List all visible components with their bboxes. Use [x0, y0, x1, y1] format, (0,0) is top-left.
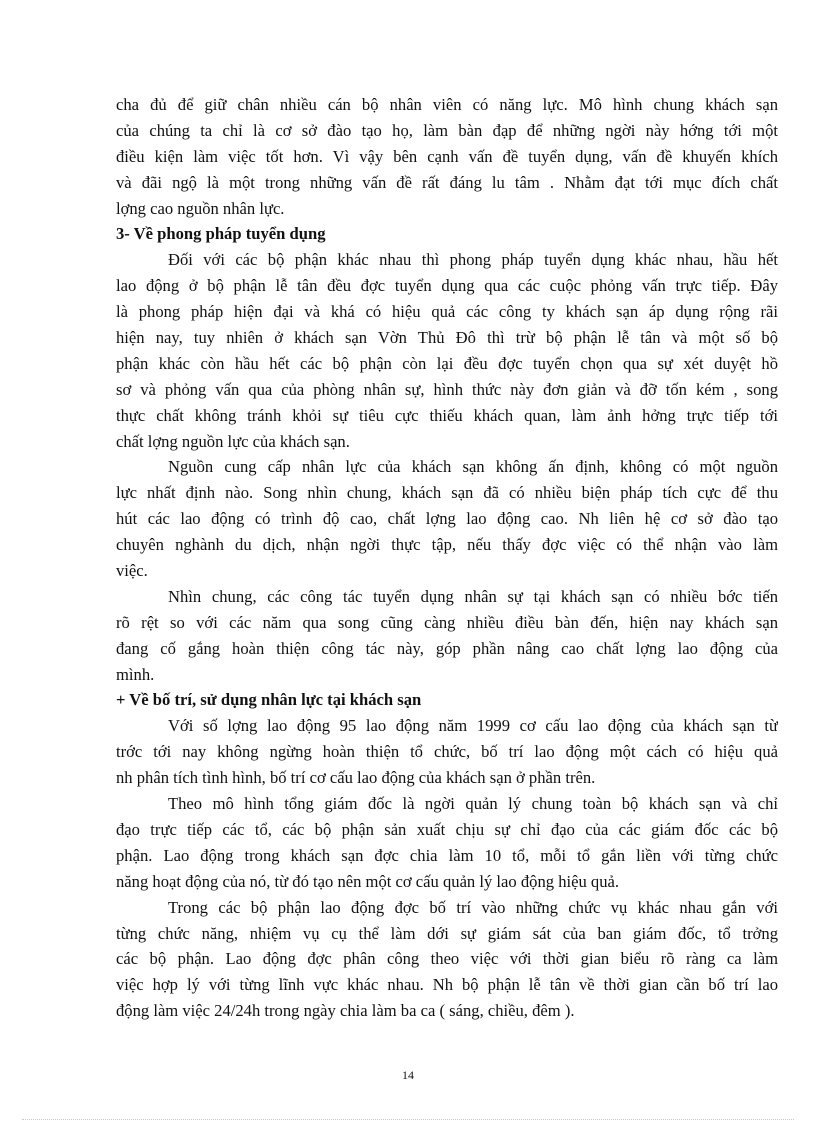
- footer-divider: [22, 1119, 794, 1120]
- text-line: từng chức năng, nhiệm vụ cụ thể làm dới sự giám sát của ban giám đốc, tổ trởng: [116, 923, 778, 943]
- text-line: Theo mô hình tổng giám đốc là ngời quản lý chung toàn bộ khách sạn và chỉ: [168, 794, 778, 814]
- text-line: điều kiện làm việc tốt hơn. Vì vậy bên cạnh vấn đề tuyển dụng, vấn đề khuyến khích: [116, 146, 778, 166]
- text-line: trớc tới nay không ngừng hoàn thiện tổ chức, bố trí lao động một cách có hiệu quả: [116, 742, 778, 762]
- text-line: năng hoạt động của nó, từ đó tạo nên một cơ cấu quản lý lao động hiệu quả.: [116, 871, 620, 891]
- text-line: lực nhất định nào. Song nhìn chung, khách sạn đã có nhiều biện pháp tích cực để thu: [116, 483, 778, 503]
- text-line: cha đủ để giữ chân nhiều cán bộ nhân viên có năng lực. Mô hình chung khách sạn: [116, 95, 778, 114]
- text-line: hiện nay, tuy nhiên ở khách sạn Vờn Thủ Đô thì trừ bộ phận lễ tân và một số bộ: [116, 328, 778, 348]
- text-line: Nhìn chung, các công tác tuyển dụng nhân sự tại khách sạn có nhiều bớc tiến: [168, 586, 778, 606]
- text-line: Đối với các bộ phận khác nhau thì phong pháp tuyển dụng khác nhau, hầu hết: [168, 250, 778, 270]
- text-line: Với số lợng lao động 95 lao động năm 1999 cơ cấu lao động của khách sạn từ: [168, 716, 778, 736]
- text-line: Trong các bộ phận lao động đợc bố trí vào những chức vụ khác nhau gắn với: [168, 897, 778, 917]
- text-lines: [116, 92, 778, 1024]
- text-line: và đãi ngộ là một trong những vấn đề rất đáng lu tâm . Nhằm đạt tới mục đích chất: [116, 172, 778, 192]
- text-line: Nguồn cung cấp nhân lực của khách sạn không ấn định, không có một nguồn: [168, 457, 778, 477]
- text-line: chất lợng nguồn lực của khách sạn.: [116, 431, 350, 451]
- page-number: 14: [402, 1068, 414, 1082]
- text-line: việc hợp lý với từng lĩnh vực khác nhau. Nh bộ phận lễ tân về thời gian cần bố trí lao: [116, 975, 778, 995]
- document-body: [116, 92, 778, 1024]
- text-line: việc.: [116, 561, 148, 581]
- text-line: các bộ phận. Lao động đợc phân công theo việc với thời gian biểu rõ ràng ca làm: [116, 949, 778, 969]
- text-line: lợng cao nguồn nhân lực.: [116, 198, 285, 218]
- text-line: là phong pháp hiện đại và khá có hiệu quả các công ty khách sạn áp dụng rộng rãi: [116, 302, 778, 322]
- text-line: chuyên nghành du dịch, nhận ngời thực tập, nếu thấy đợc việc có thể nhận vào làm: [116, 535, 778, 555]
- text-line: phận khác còn hầu hết các bộ phận còn lại đều đợc tuyển chọn qua sự xét duyệt hồ: [116, 353, 778, 373]
- section-heading: + Về bố trí, sử dụng nhân lực tại khách sạn: [116, 690, 422, 710]
- section-heading: 3- Về phong pháp tuyển dụng: [116, 224, 326, 244]
- text-line: hút các lao động có trình độ cao, chất lợng lao động cao. Nh liên hệ cơ sở đào tạo: [116, 509, 778, 529]
- text-line: động làm việc 24/24h trong ngày chia làm ba ca ( sáng, chiều, đêm ).: [116, 1001, 575, 1021]
- text-line: đạo trực tiếp các tổ, các bộ phận sản xuất chịu sự chỉ đạo của các giám đốc các bộ: [116, 819, 778, 839]
- text-line: lao động ở bộ phận lễ tân đều đợc tuyển dụng qua các cuộc phỏng vấn trực tiếp. Đây: [116, 276, 778, 296]
- text-line: mình.: [116, 664, 155, 684]
- text-line: thực chất không tránh khỏi sự tiêu cực thiếu khách quan, làm ảnh hởng trực tiếp tới: [116, 405, 778, 425]
- text-line: rõ rệt so với các năm qua song cũng càng nhiều điều bàn đến, hiện nay khách sạn: [116, 612, 778, 632]
- text-line: sơ và phỏng vấn qua của phòng nhân sự, hình thức này đơn giản và đỡ tốn kém , song: [116, 379, 778, 399]
- text-line: của chúng ta chỉ là cơ sở đào tạo họ, làm bàn đạp để những ngời này hớng tới một: [116, 120, 778, 140]
- text-line: nh phân tích tình hình, bố trí cơ cấu lao động của khách sạn ở phần trên.: [116, 768, 596, 788]
- text-line: phận. Lao động trong khách sạn đợc chia làm 10 tổ, mỗi tổ gắn liền với từng chức: [116, 845, 778, 865]
- text-line: đang cố gắng hoàn thiện công tác này, góp phần nâng cao chất lợng lao động của: [116, 638, 778, 658]
